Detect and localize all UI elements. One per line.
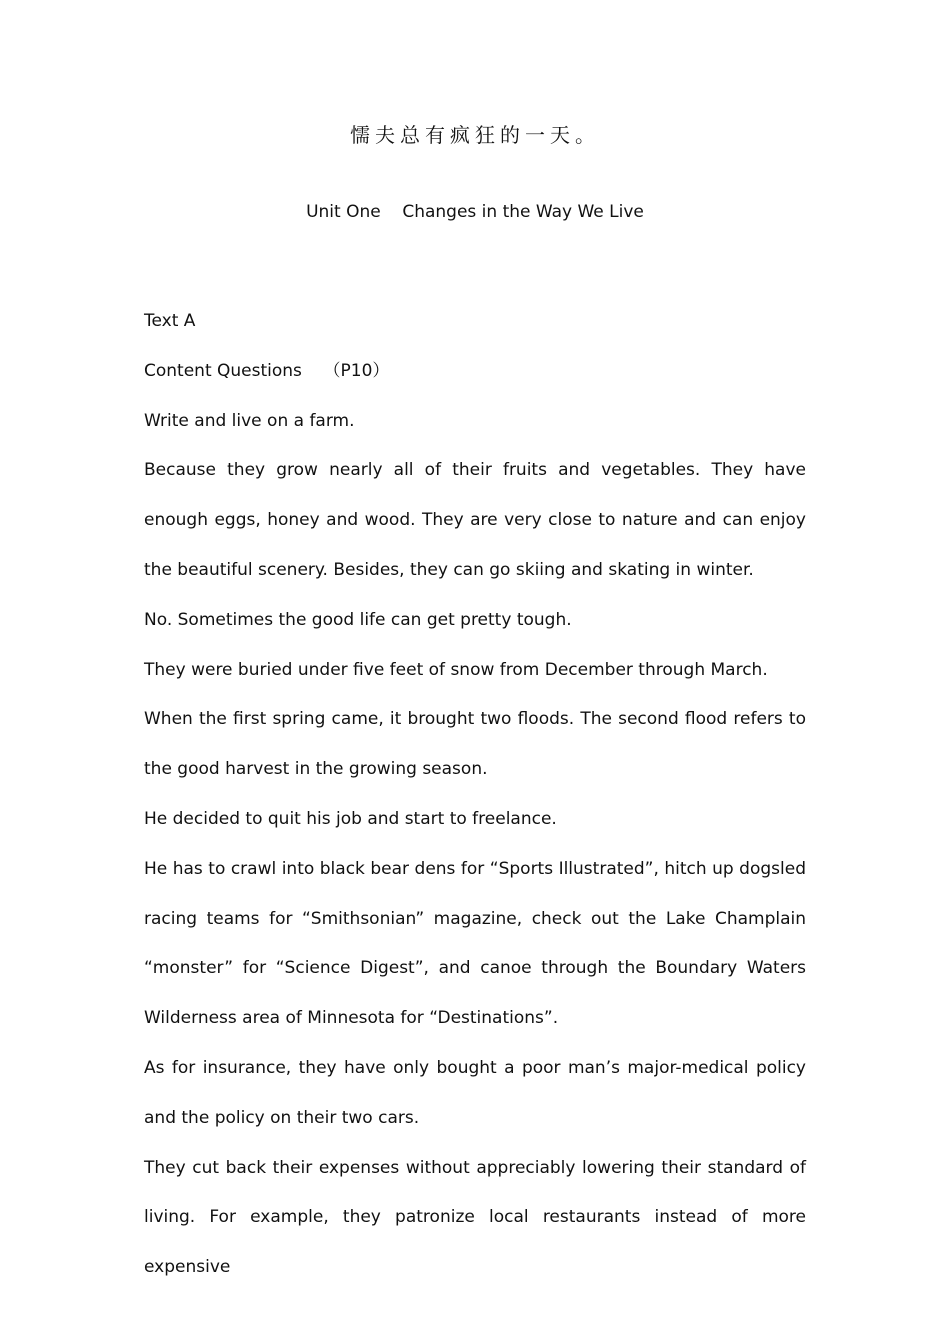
answer-paragraph-1: Write and live on a farm. <box>144 410 355 431</box>
questions-header: Content Questions （P10） <box>144 360 390 381</box>
unit-title: Unit One Changes in the Way We Live <box>306 202 644 222</box>
answer-paragraph-6: He decided to quit his job and start to freelance. <box>144 808 557 829</box>
answer-paragraph-7: He has to crawl into black bear dens for “Sports Illustrated”, hitch up dogsled racing teams for “Smithsonian” magazine, check out the Lake Champlain “monster” for “Science Digest”, and canoe through the Boundary Waters Wilderness area of Minnesota for “Destinations”. <box>144 858 806 1029</box>
answer-paragraph-8: As for insurance, they have only bought a poor man’s major-medical policy and the policy on their two cars. <box>144 1057 806 1128</box>
answer-paragraph-3: No. Sometimes the good life can get pretty tough. <box>144 609 572 630</box>
answer-paragraph-5: When the first spring came, it brought two floods. The second flood refers to the good harvest in the growing season. <box>144 709 806 780</box>
answer-paragraph-9: They cut back their expenses without appreciably lowering their standard of living. For example, they patronize local restaurants instead of more expensive <box>144 1157 806 1278</box>
answer-paragraph-4: They were buried under five feet of snow from December through March. <box>144 659 768 680</box>
section-label: Text A <box>144 311 196 331</box>
page-title: 懦夫总有疯狂的一天。 <box>350 123 600 147</box>
answer-paragraph-2: Because they grow nearly all of their fruits and vegetables. They have enough eggs, honey and wood. They are very close to nature and can enjoy the beautiful scenery. Besides, they can go skiing and skating in winter. <box>144 460 806 580</box>
document-body <box>144 297 806 1293</box>
